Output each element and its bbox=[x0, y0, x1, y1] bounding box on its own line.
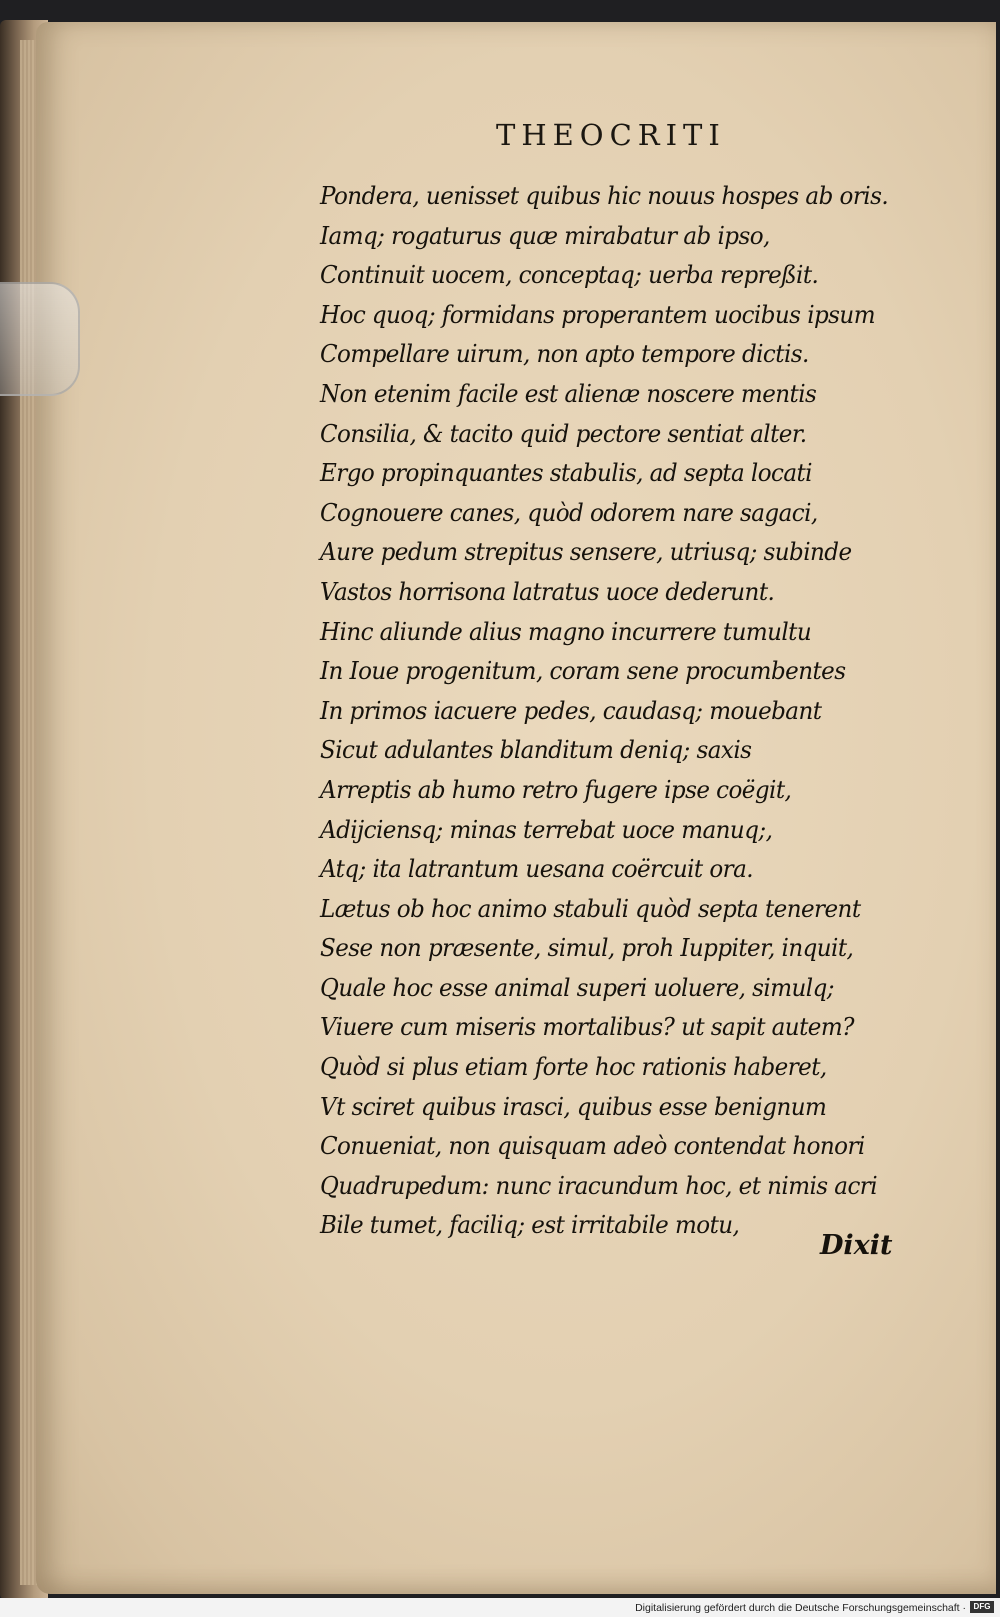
verse-line: Vastos horrisona latratus uoce dederunt. bbox=[320, 576, 775, 606]
verse-line: Bile tumet, faciliq; est irritabile motu, bbox=[320, 1210, 740, 1240]
running-head: THEOCRITI bbox=[496, 118, 726, 152]
dfg-logo: DFG bbox=[970, 1601, 994, 1613]
verse-line: Compellare uirum, non apto tempore dictis. bbox=[320, 339, 809, 369]
verse-line: Continuit uocem, conceptaq; uerba repreßit. bbox=[320, 260, 819, 290]
verse-line: Quadrupedum: nunc iracundum hoc, et nimis acri bbox=[320, 1170, 878, 1200]
verse-line: Cognouere canes, quòd odorem nare sagaci, bbox=[320, 497, 818, 527]
verse-line: Quale hoc esse animal superi uoluere, simulq; bbox=[320, 972, 834, 1002]
page-clip bbox=[0, 282, 80, 396]
verse-line: Iamq; rogaturus quæ mirabatur ab ipso, bbox=[320, 220, 770, 250]
catchword: Dixit bbox=[820, 1230, 893, 1261]
verse-text-block bbox=[320, 176, 900, 1245]
digitization-credit: Digitalisierung gefördert durch die Deutsche Forschungsgemeinschaft · bbox=[635, 1602, 966, 1614]
verse-line: Hoc quoq; formidans properantem uocibus ipsum bbox=[320, 299, 875, 329]
verse-line: In primos iacuere pedes, caudasq; mouebant bbox=[320, 695, 822, 725]
verse-line: Aure pedum strepitus sensere, utriusq; subinde bbox=[320, 537, 852, 567]
verse-line: Non etenim facile est alienæ noscere mentis bbox=[320, 378, 817, 408]
verse-line: Lætus ob hoc animo stabuli quòd septa tenerent bbox=[320, 893, 861, 923]
verse-line: Sicut adulantes blanditum deniq; saxis bbox=[320, 735, 752, 765]
verse-line: Quòd si plus etiam forte hoc rationis haberet, bbox=[320, 1052, 827, 1082]
verse-line: Sese non præsente, simul, proh Iuppiter, inquit, bbox=[320, 933, 854, 963]
verse-line: Arreptis ab humo retro fugere ipse coëgit, bbox=[320, 774, 792, 804]
verse-line: Vt sciret quibus irasci, quibus esse benignum bbox=[320, 1091, 827, 1121]
verse-line: Viuere cum miseris mortalibus? ut sapit autem? bbox=[320, 1012, 854, 1042]
verse-line: In Ioue progenitum, coram sene procumbentes bbox=[320, 656, 846, 686]
verse-line: Conueniat, non quisquam adeò contendat honori bbox=[320, 1131, 865, 1161]
verse-line: Adijciensq; minas terrebat uoce manuq;, bbox=[320, 814, 773, 844]
verse-line: Hinc aliunde alius magno incurrere tumultu bbox=[320, 616, 812, 646]
verse-line: Pondera, uenisset quibus hic nouus hospes ab oris. bbox=[320, 181, 889, 210]
verse-line: Consilia, & tacito quid pectore sentiat alter. bbox=[320, 418, 807, 448]
verse-line: Atq; ita latrantum uesana coërcuit ora. bbox=[320, 854, 754, 884]
verse-line: Ergo propinquantes stabulis, ad septa locati bbox=[320, 458, 813, 488]
